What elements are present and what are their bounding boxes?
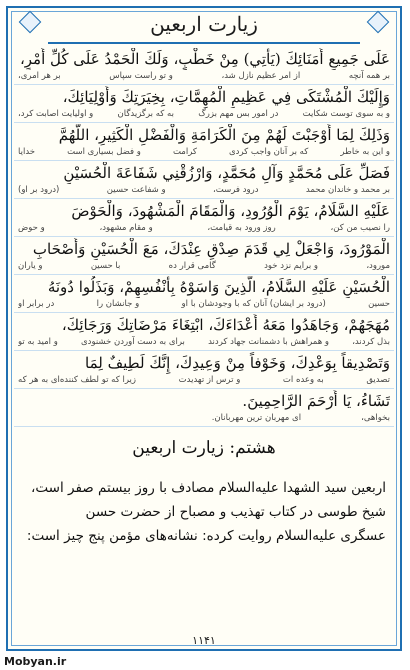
arabic-text: وَذَلِكَ لِمَا أَوْجَبْتَ لَهُمْ مِنَ الْكَرَامَةِ وَالْفَضْلِ الْكَثِيرِ، اللَّهُمَّ xyxy=(58,126,390,144)
verse-line-6 xyxy=(14,238,394,275)
verse-line-8 xyxy=(14,314,394,351)
arabic-text: عَلَى جَمِيعِ أُمَنَائِكَ (يَأْتِي) مِنْ خَطْبٍ، وَلَكَ الْحَمْدُ عَلَى كُلِّ أَمْرٍ، xyxy=(19,50,390,68)
translation: را نصیب من کن، روز ورود به قیامت، و مقام مشهود، و حوض xyxy=(18,223,390,233)
verse-line-4 xyxy=(14,162,394,199)
arabic-text: وَتَصْدِيقاً بِوَعْدِكَ، وَخَوْفاً مِنْ وَعِيدِكَ، إِنَّكَ لَطِيفٌ لِمَا xyxy=(85,354,390,372)
header-rule xyxy=(48,42,360,44)
site-watermark: Mobyan.ir xyxy=(4,655,67,668)
arabic-text: تَشَاءُ، يَا أَرْحَمَ الرَّاحِمِينَ. xyxy=(242,392,390,410)
verse-line-3 xyxy=(14,124,394,161)
paragraph-line-3: عسگری علیه‌السلام روایت کرده: نشانه‌های مؤمن پنج چیز است: xyxy=(26,528,386,544)
verse-line-10 xyxy=(14,390,394,427)
translation: و این به خاطر که بر آنان واجب کردی کرامت و فضل بسیاری است خدایا xyxy=(18,147,390,157)
translation: بذل کردند، و همراهش با دشمنانت جهاد کردند برای به دست آوردن خشنودی و امید به تو xyxy=(18,337,390,347)
page-header-title: زیارت اربعین xyxy=(150,12,258,36)
translation: تصدیق به وعده ات و ترس از تهدیدت زیرا که تو لطف کننده‌ای به هر که xyxy=(18,375,390,385)
arabic-text: مُهَجَهُمْ، وَجَاهَدُوا مَعَهُ أَعْدَاءَكَ، ابْتِغَاءَ مَرْضَاتِكَ وَرَجَائِكَ، xyxy=(61,316,390,334)
arabic-text: عَلَيْهِ السَّلَامُ، يَوْمَ الْوُرُودِ، وَالْمَقَامَ الْمَشْهُودَ، وَالْحَوْضَ xyxy=(71,202,390,220)
translation: بر محمد و خاندان محمد درود فرست، و شفاعت حسین (درود بر او) xyxy=(18,185,390,195)
section-title: هشتم: زیارت اربعین xyxy=(132,438,276,458)
page-number: ۱۱۴۱ xyxy=(192,634,216,647)
text-body xyxy=(14,48,394,619)
section-paragraph xyxy=(22,476,386,548)
translation: بر همه آنچه از امر عظیم نازل شد، و تو راست سپاس بر هر امری، xyxy=(18,71,390,81)
verse-line-7 xyxy=(14,276,394,313)
page-frame xyxy=(6,6,402,651)
paragraph-line-2: شیخ طوسی در کتاب تهذیب و مصباح از حضرت حسن xyxy=(85,504,386,520)
translation: مورود، و برایم نزد خود گامی قرار ده با حسین و یاران xyxy=(18,261,390,271)
verse-line-9 xyxy=(14,352,394,389)
translation: و به سوی توست شکایت در امور بس مهم بزرگ به که برگزیدگان و اولیایت اصابت کرد، xyxy=(18,109,390,119)
arabic-text: الْحُسَيْنِ عَلَيْهِ السَّلَامُ، الَّذِينَ وَاسَوْهُ بِأَنْفُسِهِمْ، وَبَذَلُوا دُونَهُ xyxy=(47,278,390,296)
arabic-text: فَصَلِّ عَلَى مُحَمَّدٍ وَآلِ مُحَمَّدٍ، وَارْزُقْنِي شَفَاعَةَ الْحُسَيْنِ xyxy=(63,164,390,182)
verse-line-1 xyxy=(14,48,394,85)
translation: بخواهی، ای مهربان ترین مهربانان. xyxy=(211,413,390,423)
paragraph-line-1: اربعین سید الشهدا علیه‌السلام مصادف با روز بیستم صفر است، xyxy=(31,480,386,496)
translation: حسین (درود بر ایشان) آنان که با وجودشان با او و جانشان را در برابر او xyxy=(18,299,390,309)
verse-line-2 xyxy=(14,86,394,123)
verse-line-5 xyxy=(14,200,394,237)
arabic-text: الْمَوْرُودَ، وَاجْعَلْ لِي قَدَمَ صِدْقٍ عِنْدَكَ، مَعَ الْحُسَيْنِ وَأَصْحَابِ xyxy=(32,240,390,258)
arabic-text: وَإِلَيْكَ الْمُشْتَكَى فِي عَظِيمِ الْمُهِمَّاتِ، بِخِيَرَتِكَ وَأَوْلِيَائِكَ، xyxy=(62,88,390,106)
